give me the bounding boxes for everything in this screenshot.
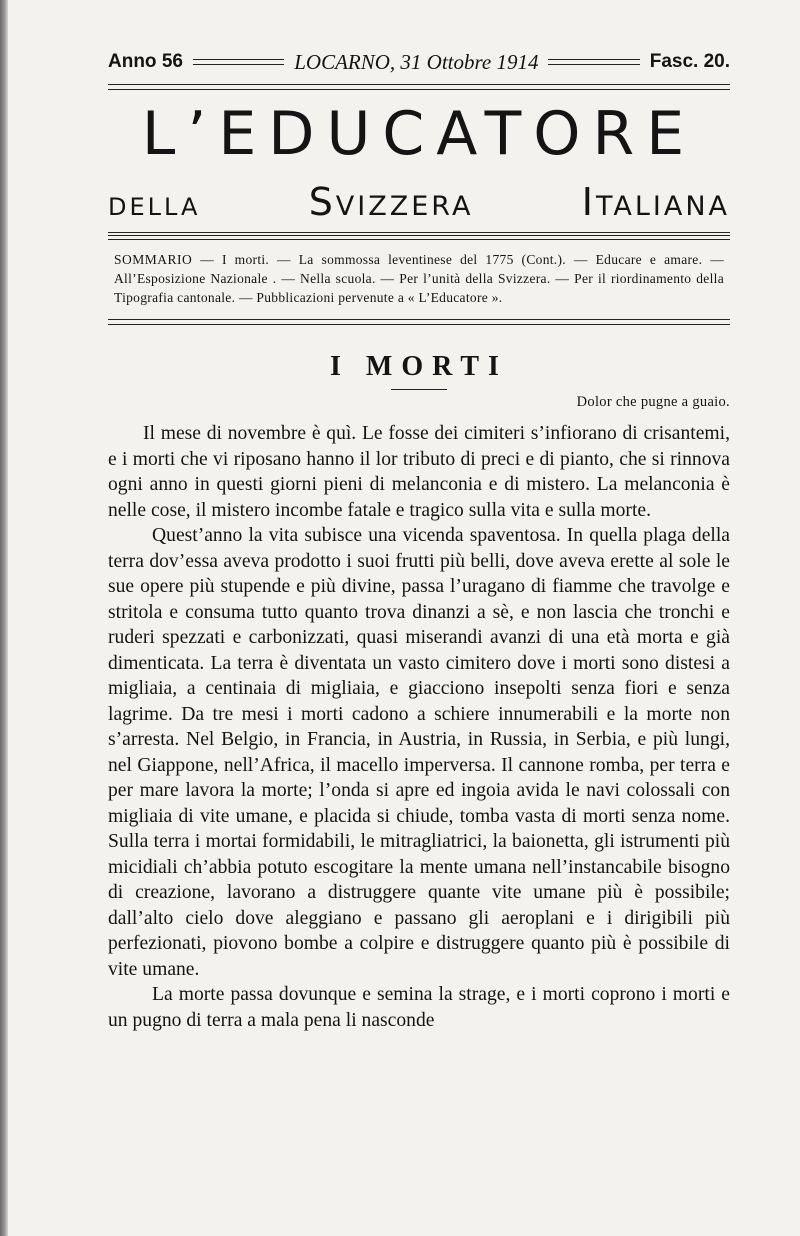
table-of-contents <box>114 250 724 307</box>
article-epigraph: Dolor che pugne a guaio. <box>576 394 730 410</box>
header-double-rule-left <box>193 59 284 65</box>
article-paragraph-3: La morte passa dovunque e semina la strage, e i morti coprono i morti e un pugno di terra a mala pena li nasconde <box>108 984 730 1031</box>
subtitle-word-della: della <box>108 184 201 224</box>
journal-page <box>108 48 730 1033</box>
article-paragraph-1: Il mese di novembre è quì. Le fosse dei cimiteri s’infiorano di crisantemi, e i morti che vi riposano hanno il lor tributo di preci e di pianto, che si rinnova ogni anno in questi giorni pieni di melanconia e di mistero. La melanconia è nelle cose, il mistero incombe fatale e tragico sulla vita e sulla morte. <box>108 423 730 521</box>
place-and-date: LOCARNO, 31 Ottobre 1914 <box>294 49 539 74</box>
issue-number: Fasc. 20. <box>649 51 730 72</box>
header-rule <box>108 84 730 90</box>
page-spine-shadow <box>0 0 8 1236</box>
title-short-rule <box>391 389 447 390</box>
header-double-rule-right <box>548 59 639 65</box>
masthead-rule <box>108 232 730 240</box>
subtitle-word-svizzera: Svizzera <box>308 180 474 224</box>
article-body <box>108 421 730 1033</box>
masthead-subtitle <box>108 180 730 226</box>
summary-text: — I morti. — La sommossa leventinese del 1775 (Cont.). — Educare e amare. — All’Esposizione Nazionale . — Nella scuola. — Per l’unità della Svizzera. — Per il riordinamento della Tipografia cantonale. — Pubblicazioni pervenute a « L’Educatore ». <box>114 252 724 305</box>
subtitle-word-italiana: Italiana <box>581 180 730 224</box>
volume-number: Anno 56 <box>108 51 183 72</box>
article-paragraph-2: Quest’anno la vita subisce una vicenda spaventosa. In quella plaga della terra dov’essa aveva prodotto i suoi frutti più belli, dove aveva erette al sole le sue opere più stupende e più divine, passa l’uragano di fiamme che travolge e stritola e consuma tutto quanto trova dinanzi a sè, e non lascia che tronchi e ruderi spezzati e carbonizzati, quasi miserandi avanzi di una età morta e già dimenticata. La terra è diventata un vasto cimitero dove i morti sono distesi a migliaia, a centinaia di migliaia, e giacciono insepolti senza fiori e senza lagrime. Da tre mesi i morti cadono a schiere innumerabili e la morte non s’arresta. Nel Belgio, in Francia, in Austria, in Russia, in Serbia, e più lungi, nel Giappone, nell’Africa, il macello imperversa. Il cannone romba, per terra e per mare lavora la morte; l’onda si apre ed ingoia avida le navi colossali con migliaia di vite umane, e placida si chiude, tomba vasta di morti senza nome. Sulla terra i mortai formidabili, le mitragliatrici, la baionetta, gli istrumenti più micidiali ch’abbia potuto escogitare la mente umana nell’instancabile bisogno di creazione, lavorano a distruggere quante vite umane più è possibile; dall’alto cielo dove aleggiano e passano gli aeroplani e i dirigibili più perfezionati, piovono bombe a colpire e distruggere quanto più è possibile di vite umane. <box>108 525 730 980</box>
summary-rule <box>108 319 730 325</box>
running-header <box>108 48 730 76</box>
summary-label: SOMMARIO <box>114 252 193 267</box>
article-title: I MORTI <box>330 351 508 382</box>
masthead-title: L’EDUCATORE <box>141 99 697 169</box>
